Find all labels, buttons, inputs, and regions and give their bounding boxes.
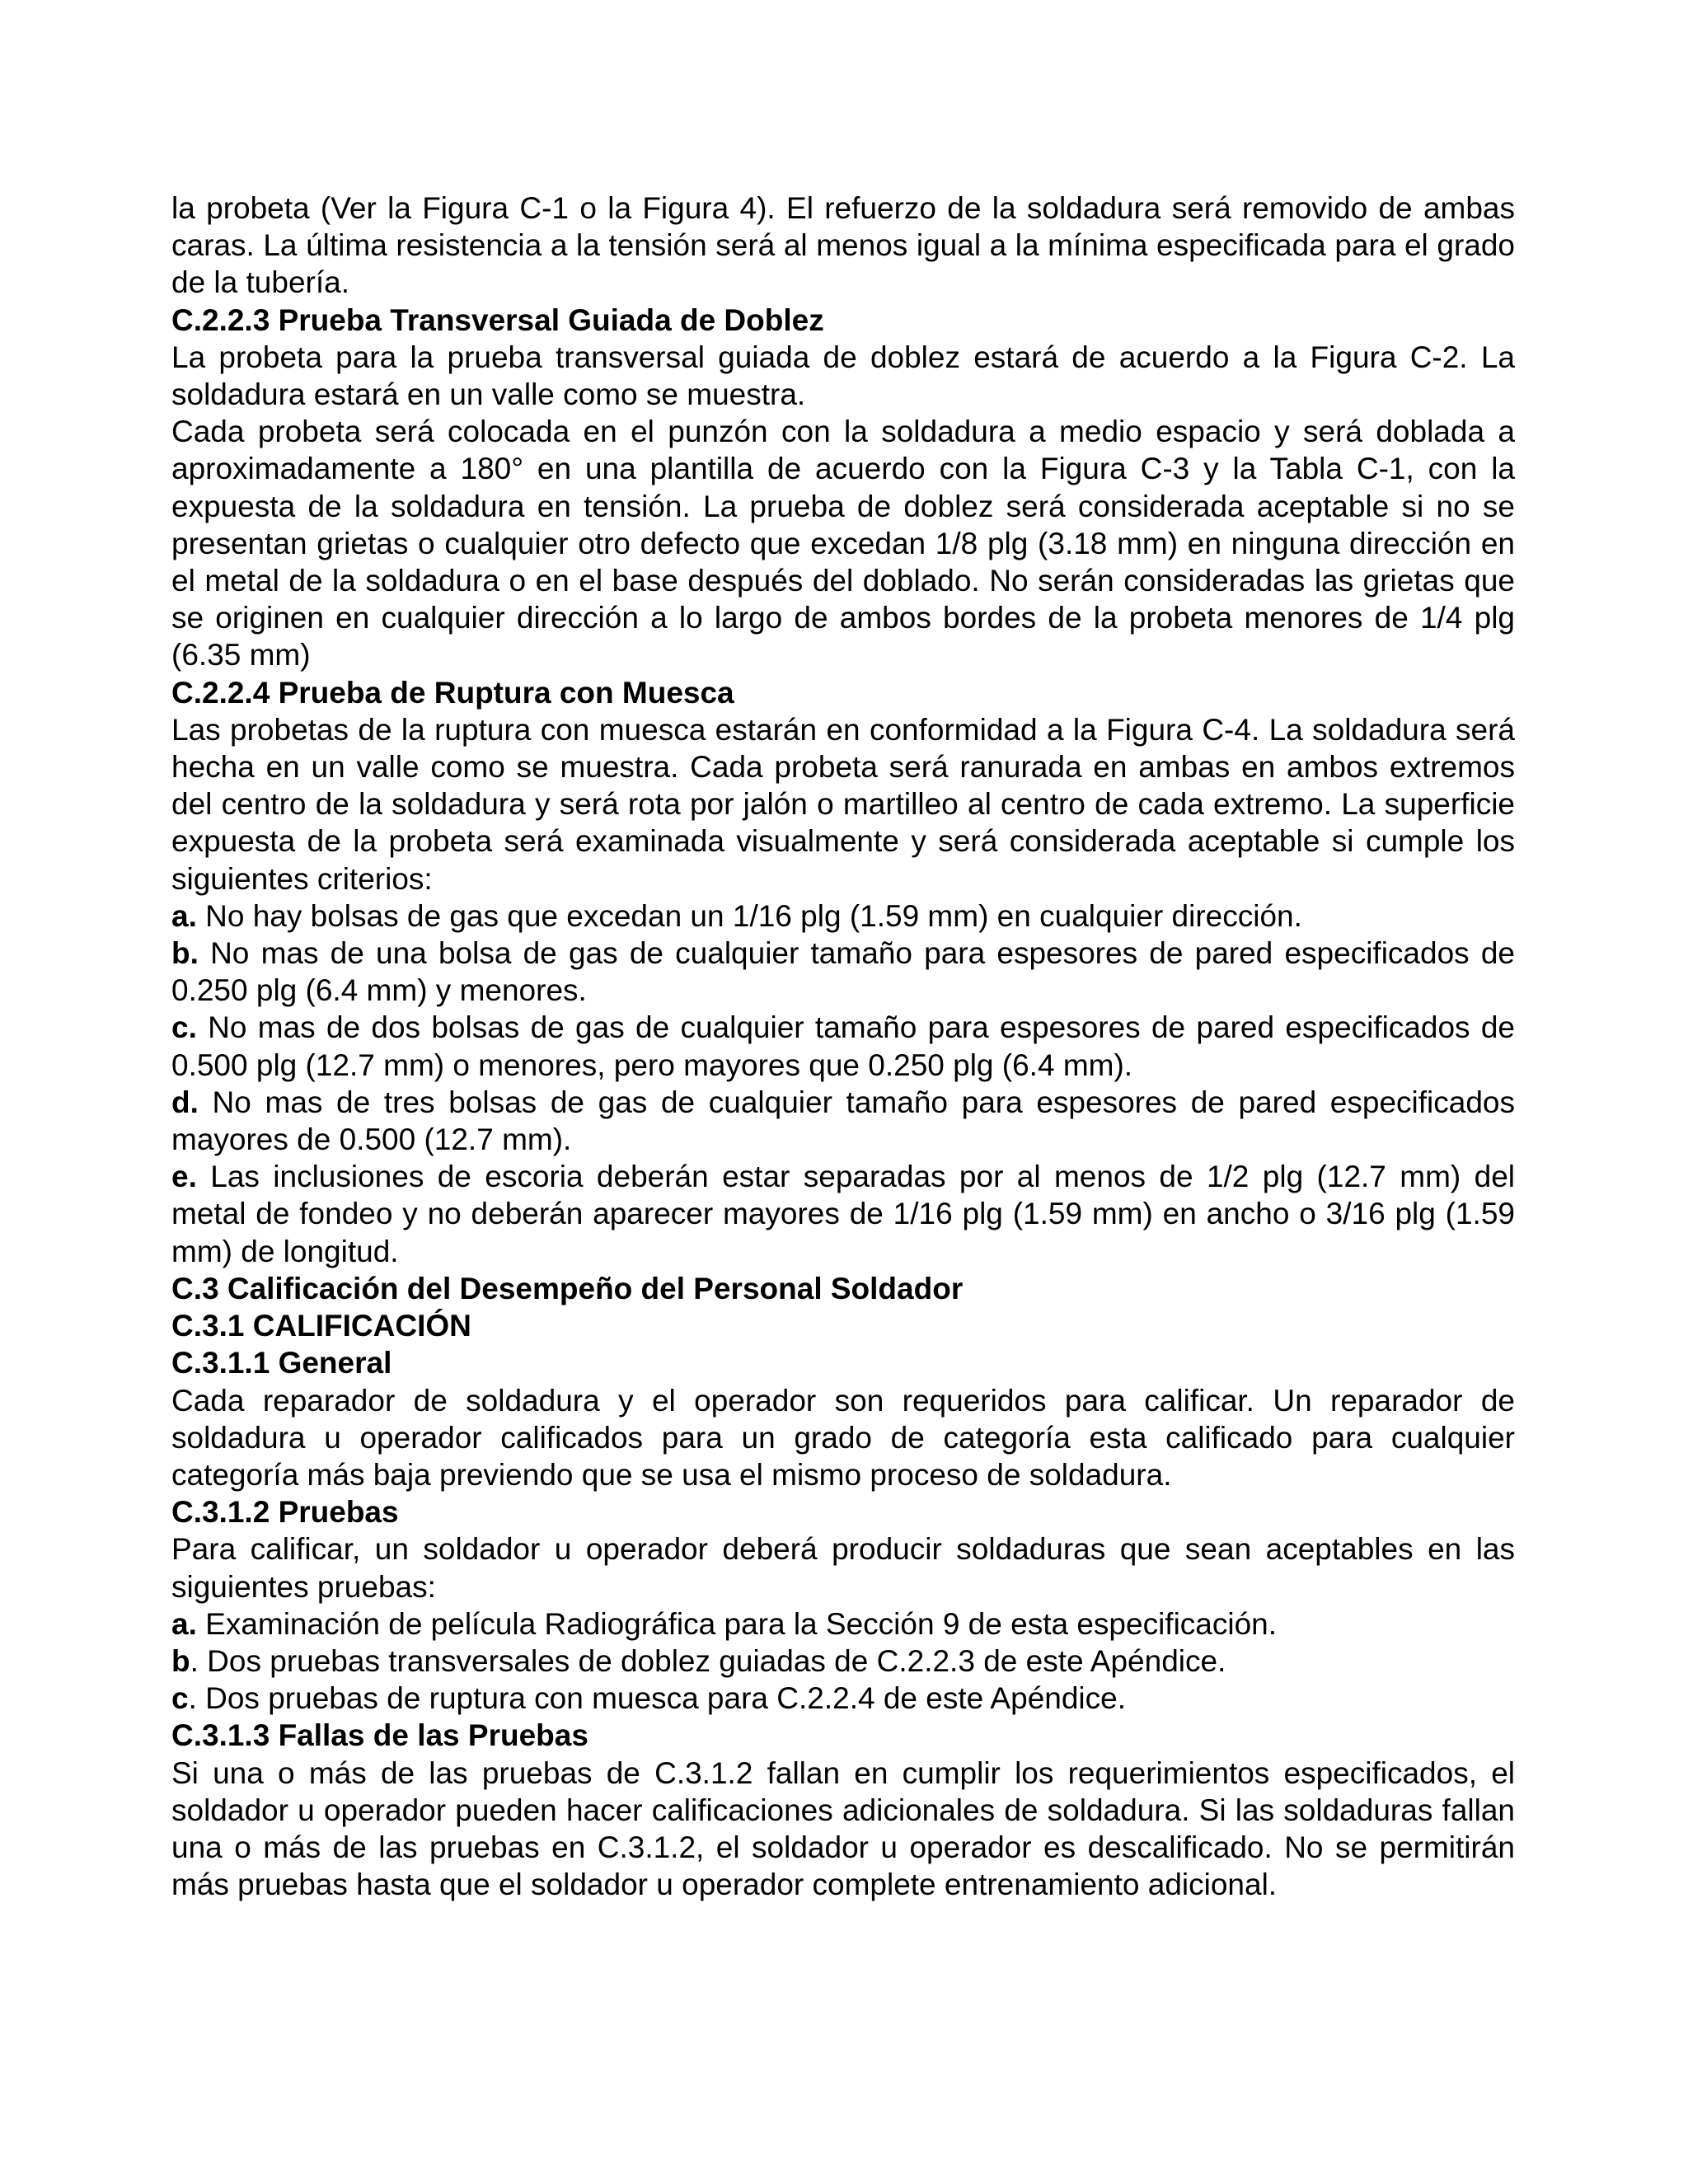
list-item <box>171 1680 1515 1717</box>
section-heading: C.3.1.2 Pruebas <box>171 1495 399 1530</box>
paragraph: Las probetas de la ruptura con muesca estarán en conformidad a la Figura C-4. La soldadura será hecha en un valle como se muestra. Cada probeta será ranurada en ambas en ambos extremos del centro de la soldadura y será rota por jalón o martilleo al centro de cada extremo. La superficie expuesta de la probeta será examinada visualmente y será considerada aceptable si cumple los siguientes criterios: <box>171 712 1515 896</box>
list-item <box>171 1084 1515 1158</box>
list-item-text: No mas de una bolsa de gas de cualquier tamaño para espesores de pared especificados de 0.250 plg (6.4 mm) y menores. <box>171 936 1515 1008</box>
paragraph: La probeta para la prueba transversal guiada de doblez estará de acuerdo a la Figura C-2. La soldadura estará en un valle como se muestra. <box>171 340 1515 412</box>
paragraph: Cada probeta será colocada en el punzón con la soldadura a medio espacio y será doblada a aproximadamente a 180° en una plantilla de acuerdo con la Figura C-3 y la Tabla C-1, con la expuesta de la soldadura en tensión. La prueba de doblez será considerada aceptable si no se presentan grietas o cualquier otro defecto que excedan 1/8 plg (3.18 mm) en ninguna dirección en el metal de la soldadura o en el base después del doblado. No serán consideradas las grietas que se originen en cualquier dirección a lo largo de ambos bordes de la probeta menores de 1/4 plg (6.35 mm) <box>171 415 1515 673</box>
list-item-label: b <box>171 1643 190 1678</box>
list-item-text: No mas de dos bolsas de gas de cualquier tamaño para espesores de pared especificados de 0.500 plg (12.7 mm) o menores, pero mayores que 0.250 plg (6.4 mm). <box>171 1010 1515 1082</box>
list-item-text: No hay bolsas de gas que excedan un 1/16 plg (1.59 mm) en cualquier dirección. <box>196 898 1302 933</box>
list-item-label: a. <box>171 898 197 933</box>
list-item-text: Examinación de película Radiográfica para la Sección 9 de esta especificación. <box>196 1606 1278 1641</box>
section-heading: C.3.1.1 General <box>171 1346 392 1380</box>
section-heading: C.2.2.4 Prueba de Ruptura con Muesca <box>171 675 734 710</box>
list-item-label: a. <box>171 1606 197 1641</box>
list-item-label: e. <box>171 1160 197 1194</box>
paragraph: Si una o más de las pruebas de C.3.1.2 fallan en cumplir los requerimientos especificados, el soldador u operador pueden hacer calificaciones adicionales de soldadura. Si las soldaduras fallan una o más de las pruebas en C.3.1.2, el soldador u operador es descalificado. No se permitirán más pruebas hasta que el soldador u operador complete entrenamiento adicional. <box>171 1755 1515 1902</box>
list-item-text: . Dos pruebas de ruptura con muesca para C.2.2.4 de este Apéndice. <box>188 1681 1127 1716</box>
list-item-label: d. <box>171 1085 199 1119</box>
list-item-text: Las inclusiones de escoria deberán estar separadas por al menos de 1/2 plg (12.7 mm) del metal de fondeo y no deberán aparecer mayores de 1/16 plg (1.59 mm) en ancho o 3/16 plg (1.59 mm) de longitud. <box>171 1160 1515 1268</box>
list-item <box>171 935 1515 1009</box>
section-heading: C.3.1.3 Fallas de las Pruebas <box>171 1718 588 1753</box>
list-item-text: No mas de tres bolsas de gas de cualquier tamaño para espesores de pared especificados mayores de 0.500 (12.7 mm). <box>171 1085 1515 1157</box>
list-item <box>171 1009 1515 1083</box>
paragraph: la probeta (Ver la Figura C-1 o la Figura 4). El refuerzo de la soldadura será removido de ambas caras. La última resistencia a la tensión será al menos igual a la mínima especificada para el grado de la tubería. <box>171 191 1515 300</box>
paragraph: Cada reparador de soldadura y el operador son requeridos para calificar. Un reparador de soldadura u operador calificados para un grado de categoría esta calificado para cualquier categoría más baja previendo que se usa el mismo proceso de soldadura. <box>171 1383 1515 1492</box>
list-item <box>171 1643 1515 1680</box>
paragraph: Para calificar, un soldador u operador deberá producir soldaduras que sean aceptables en las siguientes pruebas: <box>171 1532 1515 1604</box>
list-item <box>171 1158 1515 1270</box>
list-item <box>171 1605 1515 1643</box>
list-item-label: c. <box>171 1010 197 1045</box>
list-item-label: c <box>171 1681 189 1716</box>
list-item <box>171 898 1515 935</box>
section-heading: C.3.1 CALIFICACIÓN <box>171 1309 471 1343</box>
document-page <box>171 190 1515 1903</box>
section-heading: C.3 Calificación del Desempeño del Personal Soldador <box>171 1271 964 1305</box>
list-item-label: b. <box>171 936 199 971</box>
list-item-text: . Dos pruebas transversales de doblez guiadas de C.2.2.3 de este Apéndice. <box>190 1643 1226 1678</box>
section-heading: C.2.2.3 Prueba Transversal Guiada de Doblez <box>171 302 824 337</box>
